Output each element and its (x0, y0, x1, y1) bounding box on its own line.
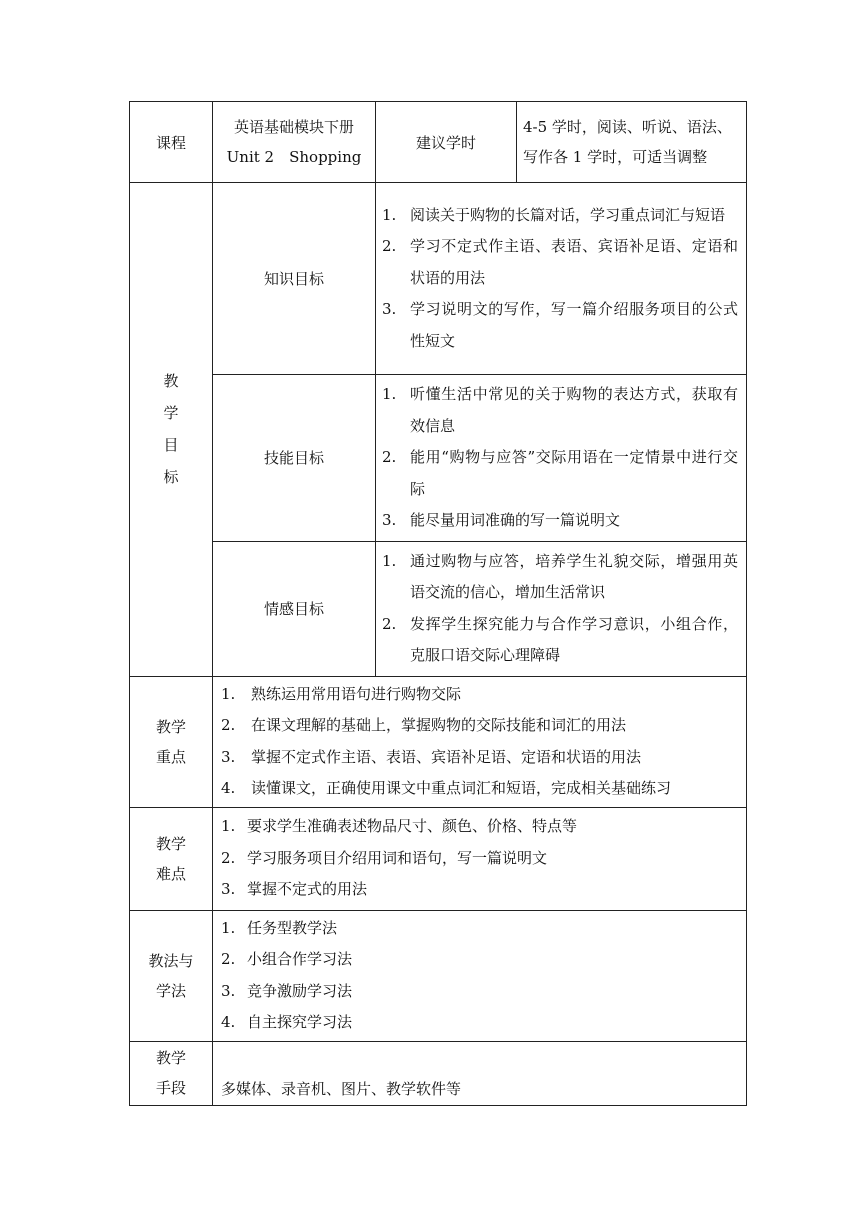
label-line: 教学 (155, 1049, 186, 1067)
means-text: 多媒体、录音机、图片、教学软件等 (213, 1041, 747, 1105)
item-text: 在课文理解的基础上，掌握购物的交际技能和词汇的用法 (251, 716, 627, 734)
label-line: 教法与 (148, 951, 194, 970)
list-item (221, 1007, 740, 1039)
item-text: 熟练运用常用语句进行购物交际 (251, 684, 462, 703)
objectives-label (130, 183, 213, 677)
label-line: 教学 (155, 834, 186, 853)
course-label-cell (130, 102, 213, 183)
item-number: 2. (382, 237, 397, 256)
emotion-goal-list-cell (376, 541, 747, 676)
hours-line: 写作各 1 学时，可适当调整 (523, 148, 708, 166)
item-text: 掌握不定式作主语、表语、宾语补足语、定语和状语的用法 (251, 747, 642, 766)
item-number: 2. (221, 848, 236, 867)
list-item (221, 710, 740, 742)
item-number: 1. (221, 918, 236, 937)
list-item (382, 609, 738, 672)
list-item (382, 294, 738, 357)
list-item (221, 811, 740, 843)
difficulties-label (130, 807, 213, 910)
item-number: 2. (221, 716, 236, 734)
objectives-label-char: 教 (163, 372, 179, 391)
item-number: 4. (221, 779, 236, 797)
list-item (221, 742, 740, 774)
difficulties-list (213, 809, 746, 908)
item-text: 自主探究学习法 (247, 1013, 353, 1031)
item-number: 1. (221, 684, 236, 703)
course-label-char: 程 (171, 133, 187, 152)
suggested-hours-value (517, 102, 747, 183)
list-item (221, 679, 740, 711)
item-number: 2. (221, 950, 236, 968)
item-text: 掌握不定式的用法 (247, 880, 368, 899)
list-item (221, 976, 740, 1008)
skills-goal-list-cell (376, 375, 747, 542)
item-number: 1. (382, 385, 397, 403)
item-number: 2. (382, 448, 397, 466)
item-text: 能用“购物与应答”交际用语在一定情景中进行交际 (410, 448, 738, 498)
item-text: 要求学生准确表述物品尺寸、颜色、价格、特点等 (247, 817, 578, 836)
list-item (221, 913, 740, 945)
item-number: 3. (382, 511, 397, 529)
means-label (130, 1041, 213, 1105)
item-text: 小组合作学习法 (247, 950, 353, 968)
methods-row (130, 910, 747, 1041)
list-item (382, 505, 738, 537)
label-line: 重点 (155, 747, 186, 766)
item-number: 2. (382, 614, 397, 633)
skills-goal-label: 技能目标 (213, 375, 376, 542)
knowledge-goal-list-cell (376, 183, 747, 375)
course-name-cell (213, 102, 376, 183)
key-points-list (213, 677, 746, 807)
objective-row-knowledge (130, 183, 747, 375)
knowledge-goal-label: 知识目标 (213, 183, 376, 375)
item-number: 3. (221, 981, 236, 1000)
means-row (130, 1041, 747, 1105)
item-text: 通过购物与应答，培养学生礼貌交际，增强用英语交流的信心，增加生活常识 (410, 551, 738, 601)
list-item (382, 379, 738, 442)
item-text: 学习说明文的写作，写一篇介绍服务项目的公式性短文 (410, 300, 738, 350)
item-number: 4. (221, 1013, 236, 1031)
item-text: 读懂课文，正确使用课文中重点词汇和短语，完成相关基础练习 (251, 779, 672, 797)
emotion-goal-label: 情感目标 (213, 541, 376, 676)
item-text: 任务型教学法 (247, 918, 338, 937)
item-text: 听懂生活中常见的关于购物的表达方式，获取有效信息 (410, 385, 738, 435)
course-name-line: Unit 2 Shopping (226, 148, 362, 166)
key-points-row (130, 676, 747, 807)
item-text: 阅读关于购物的长篇对话，学习重点词汇与短语 (410, 205, 726, 224)
list-item (382, 546, 738, 609)
label-line: 难点 (155, 864, 186, 883)
suggested-hours-label: 建议学时 (376, 102, 517, 183)
list-item (221, 874, 740, 906)
list-item (382, 442, 738, 505)
difficulties-list-cell (213, 807, 747, 910)
label-line: 学法 (155, 981, 186, 1000)
item-number: 1. (382, 551, 397, 570)
item-number: 3. (221, 747, 236, 766)
skills-goal-list (376, 375, 746, 541)
list-item (221, 773, 740, 805)
item-text: 竞争激励学习法 (247, 981, 353, 1000)
key-points-label (130, 676, 213, 807)
key-points-list-cell (213, 676, 747, 807)
list-item (221, 944, 740, 976)
item-number: 1. (221, 817, 236, 836)
list-item (221, 843, 740, 875)
methods-list-cell (213, 910, 747, 1041)
objectives-label-char: 标 (163, 468, 179, 487)
item-text: 学习不定式作主语、表语、宾语补足语、定语和状语的用法 (410, 237, 738, 287)
item-text: 学习服务项目介绍用词和语句，写一篇说明文 (247, 848, 548, 867)
objectives-label-char: 目 (163, 436, 179, 455)
item-number: 1. (382, 205, 397, 224)
methods-label (130, 910, 213, 1041)
item-text: 发挥学生探究能力与合作学习意识，小组合作，克服口语交际心理障碍 (410, 614, 738, 664)
item-number: 3. (382, 300, 397, 319)
methods-list (213, 911, 746, 1041)
course-name-line: 英语基础模块下册 (233, 118, 354, 136)
difficulties-row (130, 807, 747, 910)
objective-row-emotion (130, 541, 747, 676)
course-label-char: 课 (155, 133, 171, 152)
lesson-plan-table (129, 101, 747, 1106)
label-line: 教学 (155, 717, 186, 736)
item-number: 3. (221, 880, 236, 899)
hours-line: 4-5 学时，阅读、听说、语法、 (523, 118, 732, 136)
list-item (382, 200, 738, 232)
list-item (382, 231, 738, 294)
course-row (130, 102, 747, 183)
objective-row-skills (130, 375, 747, 542)
item-text: 能尽量用词准确的写一篇说明文 (410, 511, 621, 529)
objectives-label-char: 学 (163, 404, 179, 423)
label-line: 手段 (155, 1079, 186, 1097)
emotion-goal-list (376, 542, 746, 676)
knowledge-goal-list (376, 196, 746, 362)
